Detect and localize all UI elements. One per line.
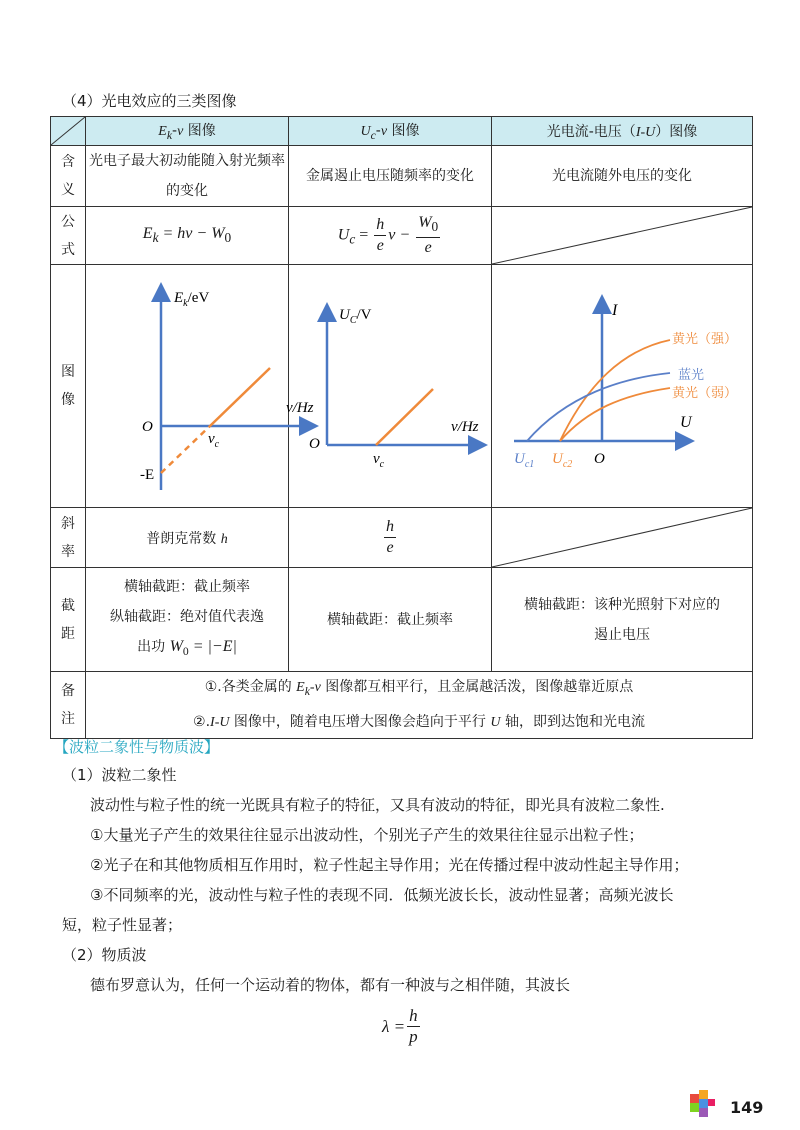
corner-cell xyxy=(51,117,86,146)
header-ek: $E_k-\nu$ 图像 xyxy=(86,117,289,146)
iu-uc1: $U_{c1}$ xyxy=(514,451,535,470)
graph-iu-cell xyxy=(492,265,753,508)
uc-xlabel: ν/Hz xyxy=(451,419,479,435)
subheading-wave-particle: （1）波粒二象性 xyxy=(62,766,177,784)
ek-neg-e: -E xyxy=(140,467,155,483)
row-slope xyxy=(51,508,753,568)
uc-line xyxy=(376,389,433,445)
ek-xlabel: ν/Hz xyxy=(286,400,314,416)
meaning-iu: 光电流随外电压的变化 xyxy=(492,146,753,207)
paragraph-4b: 短，粒子性显著； xyxy=(62,916,183,934)
formula-iu-empty xyxy=(492,207,753,265)
ek-origin: O xyxy=(142,419,153,435)
row-graph xyxy=(51,265,753,508)
row-label-formula: 公 式 xyxy=(51,207,86,265)
iu-origin: O xyxy=(594,451,605,467)
row-label-graph: 图 像 xyxy=(51,265,86,508)
graph-uc xyxy=(289,265,492,507)
paragraph-3: ②光子在和其他物质相互作用时，粒子性起主导作用；光在传播过程中波动性起主导作用； xyxy=(90,856,689,874)
row-label-notes: 备 注 xyxy=(51,672,86,739)
note-2: ②.I-U 图像中，随着电压增大图像会趋向于平行 U 轴，即到达饱和光电流 xyxy=(193,713,645,730)
uc-nu-c: $\nu_c$ xyxy=(373,451,385,470)
graph-uc-cell xyxy=(289,265,492,508)
ek-ylabel: $E_k/eV$ xyxy=(174,290,210,309)
iu-uc2: $U_{c2}$ xyxy=(552,451,573,470)
slope-ek: 普朗克常数 h xyxy=(86,508,289,568)
row-label-meaning: 含 义 xyxy=(51,146,86,207)
graph-ek-cell xyxy=(86,265,314,508)
meaning-ek: 光电子最大初动能随入射光频率的变化 xyxy=(86,146,289,207)
de-broglie-formula: λ = $\frac{h}{p}$ xyxy=(382,1006,418,1046)
iu-label-blue: 蓝光 xyxy=(678,368,705,383)
row-intercept xyxy=(51,568,753,672)
wave-section-title: 【波粒二象性与物质波】 xyxy=(54,738,220,756)
row-notes xyxy=(51,672,753,739)
paragraph-4a: ③不同频率的光，波动性与粒子性的表现不同．低频光波长长，波动性显著；高频光波长 xyxy=(90,886,674,904)
formula-uc: $U_c$ = $\frac{h}{e}$ ν − $\frac{W_0}{e}$ xyxy=(289,207,492,265)
iu-ylabel: I xyxy=(612,302,618,319)
row-label-slope: 斜 率 xyxy=(51,508,86,568)
publisher-logo-icon xyxy=(690,1090,716,1122)
photoelectric-table xyxy=(50,116,753,739)
header-iu: 光电流-电压（I-U）图像 xyxy=(492,117,753,146)
subheading-matter-wave: （2）物质波 xyxy=(62,946,147,964)
uc-ylabel: $U_C/V$ xyxy=(339,307,372,326)
header-uc: $U_c-\nu$ 图像 xyxy=(289,117,492,146)
graph-iu xyxy=(492,265,753,507)
iu-xlabel: U xyxy=(680,414,692,431)
row-formula xyxy=(51,207,753,265)
formula-ek: $E_k = h\nu - W_0$ xyxy=(86,207,289,265)
ek-line xyxy=(210,368,270,426)
intercept-iu: 横轴截距：该种光照射下对应的 遏止电压 xyxy=(492,568,753,672)
iu-curve-yellow-weak xyxy=(560,388,670,441)
slope-iu-empty xyxy=(492,508,753,568)
slope-uc: $\frac{h}{e}$ xyxy=(289,508,492,568)
meaning-uc: 金属遏止电压随频率的变化 xyxy=(289,146,492,207)
intercept-ek: 横轴截距：截止频率 纵轴截距：绝对值代表逸 出功 $W_0 = |-E|$ xyxy=(86,568,289,672)
row-label-intercept: 截 距 xyxy=(51,568,86,672)
header-row xyxy=(51,117,753,146)
paragraph-1: 波动性与粒子性的统一光既具有粒子的特征，又具有波动的特征，即光具有波粒二象性. xyxy=(90,796,665,814)
uc-origin: O xyxy=(309,436,320,452)
iu-label-yellow-strong: 黄光（强） xyxy=(672,332,738,347)
ek-dashed-extension xyxy=(161,426,210,473)
note-1: ①.各类金属的 $E_k-\nu$ 图像都互相平行，且金属越活泼，图像越靠近原点 xyxy=(204,679,634,698)
section-heading: （4）光电效应的三类图像 xyxy=(62,92,237,110)
intercept-uc: 横轴截距：截止频率 xyxy=(289,568,492,672)
row-meaning xyxy=(51,146,753,207)
paragraph-2: ①大量光子产生的效果往往显示出波动性，个别光子产生的效果往往显示出粒子性； xyxy=(90,826,644,844)
notes-cell xyxy=(86,672,753,739)
ek-nu-c: $\nu_c$ xyxy=(208,431,220,450)
page-number: 149 xyxy=(730,1098,764,1117)
paragraph-5: 德布罗意认为，任何一个运动着的物体，都有一种波与之相伴随，其波长 xyxy=(90,976,571,994)
iu-label-yellow-weak: 黄光（弱） xyxy=(672,386,738,401)
graph-ek xyxy=(86,265,314,507)
